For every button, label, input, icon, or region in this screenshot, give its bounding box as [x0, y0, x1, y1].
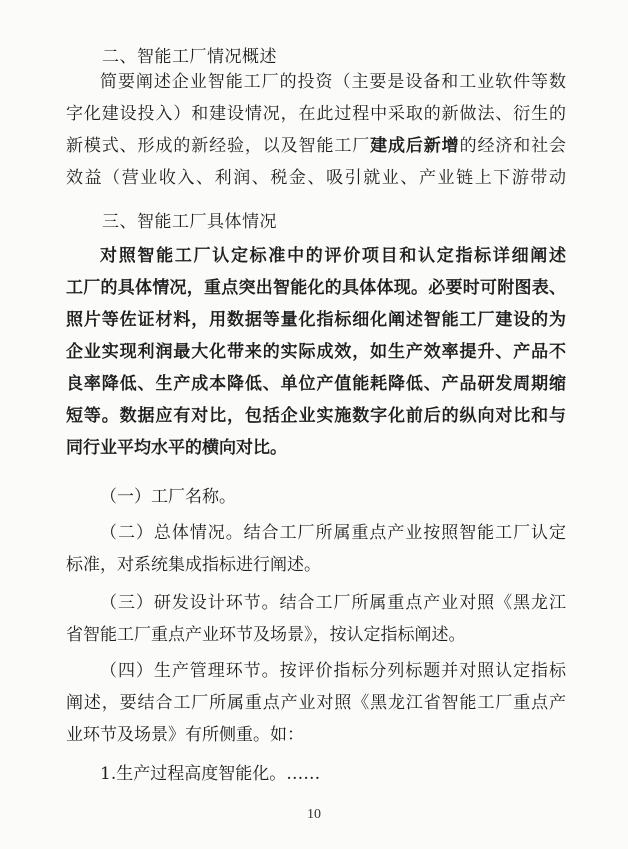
text-line: 照片等佐证材料，用数据等量化指标细化阐述智能工厂建设的为 — [66, 310, 566, 330]
item-factory-name — [66, 481, 566, 513]
text-line: 阐述，要结合工厂所属重点产业对照《黑龙江省智能工厂重点产 — [66, 693, 566, 713]
overview-paragraph — [66, 66, 566, 194]
text-line: 工厂的具体情况，重点突出智能化的具体体现。必要时可附图表、 — [66, 278, 566, 298]
text-line: 短等。数据应有对比，包括企业实施数字化前后的纵向对比和与 — [66, 406, 566, 426]
text-line: 标准，对系统集成指标进行阐述。 — [66, 555, 321, 575]
text-line: 同行业平均水平的横向对比。 — [66, 438, 287, 458]
page-number: 10 — [307, 807, 321, 822]
section-heading-3: 三、智能工厂具体情况 — [102, 212, 277, 232]
subitem-1 — [66, 758, 566, 790]
text-line: （四）生产管理环节。按评价指标分列标题并对照认定指标 — [100, 661, 566, 681]
text-line: 良率降低、生产成本降低、单位产值能耗降低、产品研发周期缩 — [66, 374, 566, 394]
bold-text: 建成后新增 — [370, 136, 460, 156]
text-segment: 的经济和社会 — [459, 136, 566, 156]
text-line: （一）工厂名称。 — [100, 487, 236, 507]
text-line: （二）总体情况。结合工厂所属重点产业按照智能工厂认定 — [100, 523, 566, 543]
text-line: 业环节及场景》有所侧重。如： — [66, 725, 304, 745]
text-line: （三）研发设计环节。结合工厂所属重点产业对照《黑龙江 — [100, 593, 566, 613]
text-line: 1.生产过程高度智能化。…… — [100, 764, 321, 784]
text-segment: 新模式、形成的新经验，以及智能工厂 — [66, 136, 371, 156]
details-paragraph — [66, 240, 566, 464]
item-rd-design — [66, 587, 566, 651]
section-heading-2: 二、智能工厂情况概述 — [102, 47, 277, 67]
text-line: 企业实现利润最大化带来的实际成效，如生产效率提升、产品不 — [66, 342, 566, 362]
text-line: 简要阐述企业智能工厂的投资（主要是设备和工业软件等数 — [100, 72, 566, 92]
text-line: 字化建设投入）和建设情况，在此过程中采取的新做法、衍生的 — [66, 104, 566, 124]
text-line: 效益（营业收入、利润、税金、吸引就业、产业链上下游带动 — [66, 168, 566, 188]
text-line: 对照智能工厂认定标准中的评价项目和认定指标详细阐述 — [100, 246, 566, 266]
text-line: 省智能工厂重点产业环节及场景》，按认定指标阐述。 — [66, 625, 466, 645]
text-line — [66, 130, 566, 162]
item-production — [66, 655, 566, 751]
item-overall — [66, 517, 566, 581]
